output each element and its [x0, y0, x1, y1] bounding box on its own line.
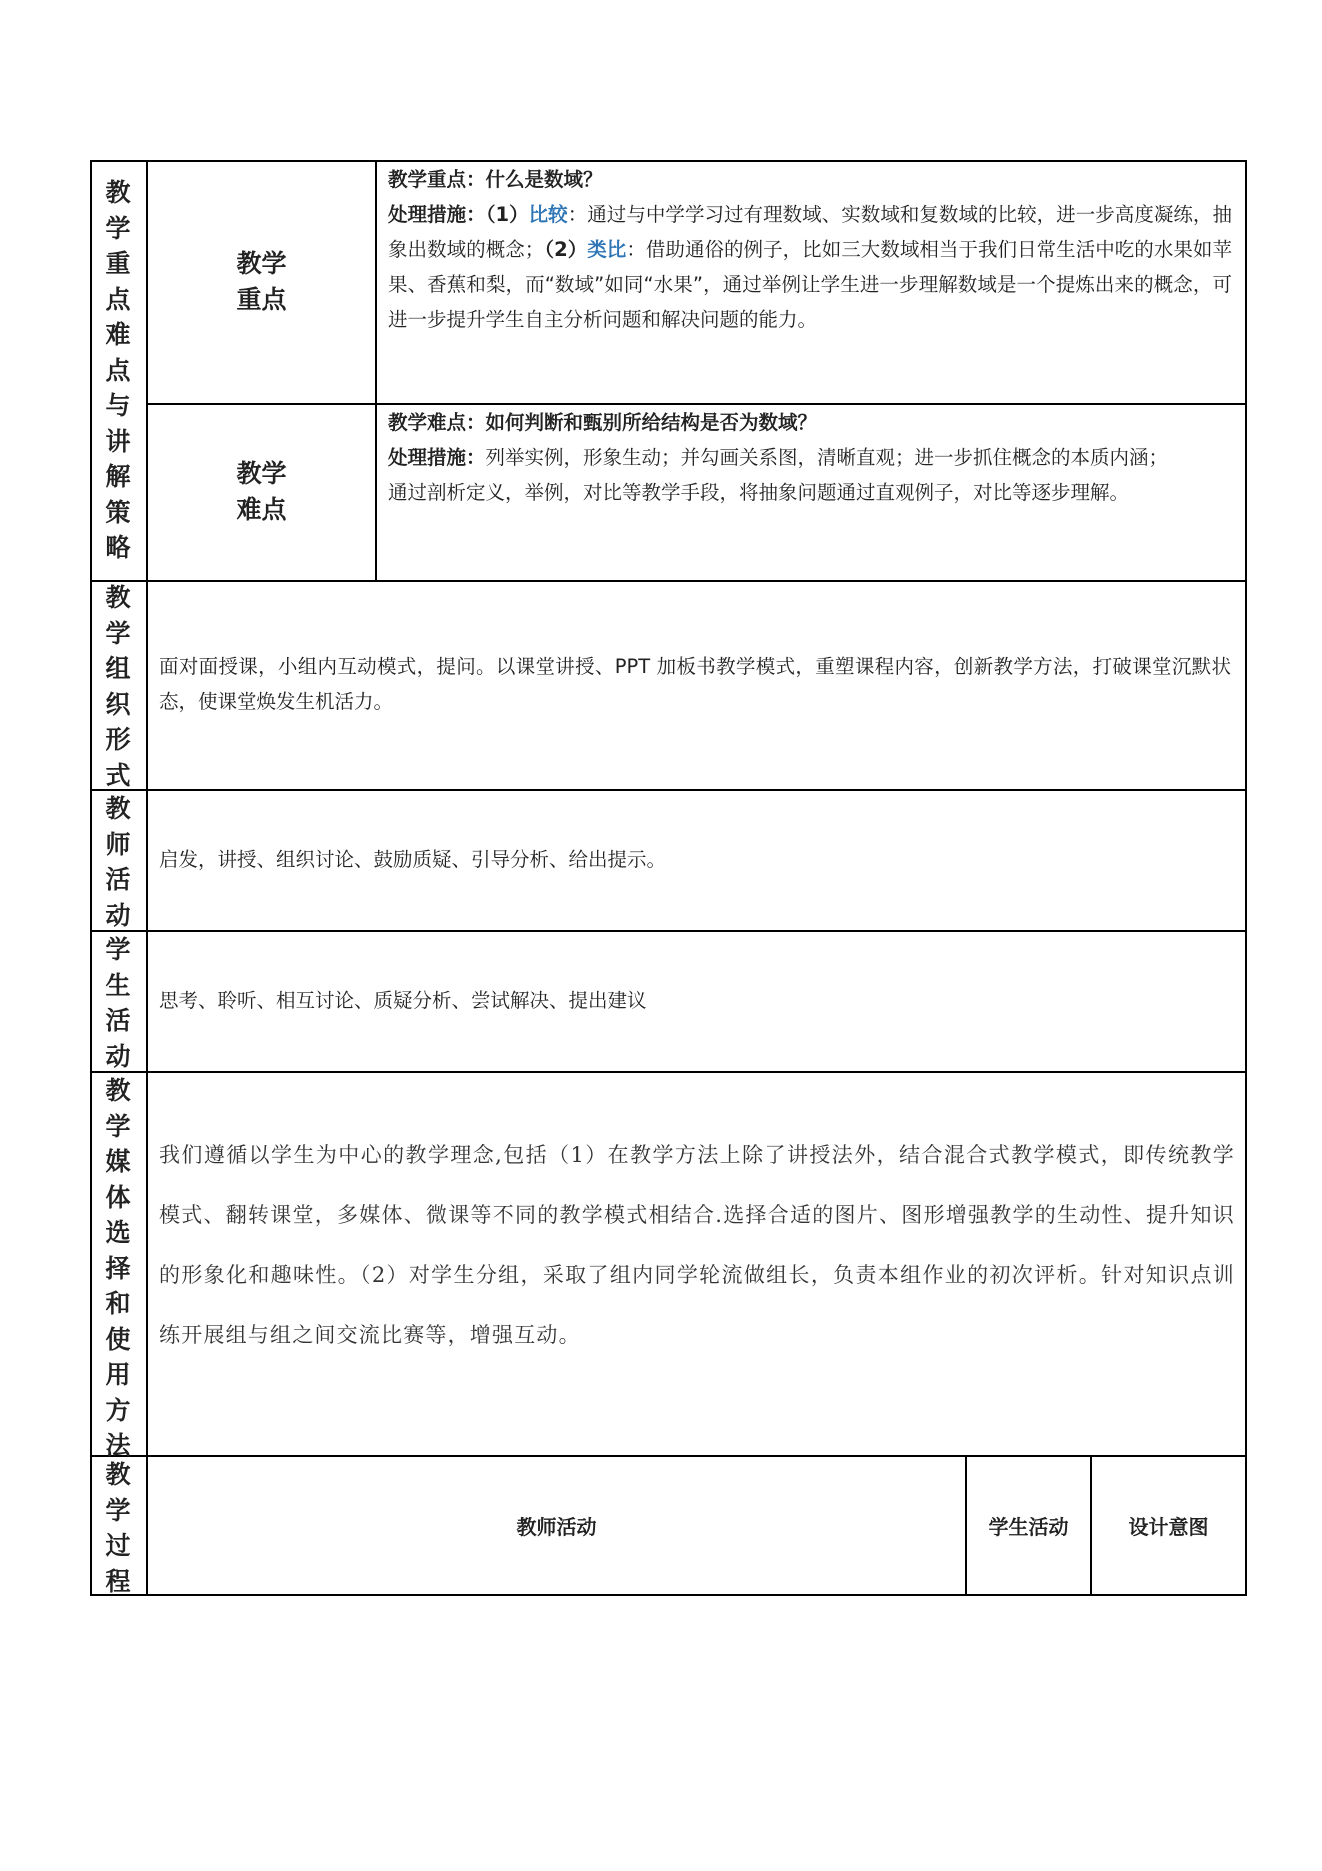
process-col-student: 学生活动 [988, 1515, 1069, 1539]
row-divider-student [90, 1071, 1247, 1073]
teacher-activity-label: 教师活动 [105, 794, 131, 930]
student-activity-label: 学生活动 [105, 935, 131, 1071]
student-activity-text: 思考、聆听、相互讨论、质疑分析、尝试解决、提出建议 [159, 989, 647, 1012]
row-divider-teacher [90, 930, 1247, 932]
process-col-teacher: 教师活动 [516, 1515, 597, 1539]
media-text: 我们遵循以学生为中心的教学理念,包括（1）在教学方法上除了讲授法外，结合混合式教学模式，即传统教学模式、翻转课堂，多媒体、微课等不同的教学模式相结合.选择合适的图片、图形增强教学的生动性、提升知识的形象化和趣味性。（2）对学生分组，采取了组内同学轮流做组长，负责本组作业的初次评析。针对知识点训练开展组与组之间交流比赛等，增强互动。 [159, 1143, 1235, 1347]
key-point-measures [388, 197, 1232, 337]
key-point-content [388, 162, 1232, 337]
organization-label: 教学组织形式 [105, 583, 131, 790]
key-point-item2-text: ：借助通俗的例子，比如三大数域相当于我们日常生活中吃的水果如苹果、香蕉和梨，而“数域”如同“水果”，通过举例让学生进一步理解数域是一个提炼出来的概念，可进一步提升学生自主分析问题和解决问题的能力。 [388, 238, 1232, 331]
difficult-point-measures [388, 440, 1232, 475]
key-point-item2-term: 类比 [587, 238, 627, 261]
difficult-point-heading: 教学难点：如何判断和甄别所给结构是否为数域？ [388, 411, 818, 434]
difficult-point-label [148, 456, 375, 528]
key-point-label-line1: 教学 [236, 249, 287, 278]
key-point-item2-num: （2） [544, 238, 588, 261]
process-col-design: 设计意图 [1128, 1515, 1209, 1539]
row-divider-organization [90, 789, 1247, 791]
process-label: 教学过程 [105, 1460, 131, 1596]
difficult-point-content [388, 405, 1232, 510]
key-point-item1-term: 比较 [528, 203, 568, 226]
difficult-point-label-line1: 教学 [236, 459, 287, 488]
difficult-point-label-line2: 难点 [236, 495, 287, 524]
row-divider-strategy [90, 580, 1247, 582]
key-point-item1-text: ：通过与中学学习过有理数域、实数域和复数域的比较，进一步高度凝练，抽象出数域的概念； [388, 203, 1232, 261]
strategy-label: 教学重点难点与讲解策略 [105, 178, 131, 562]
key-point-heading: 教学重点：什么是数域？ [388, 168, 603, 191]
media-label: 教学媒体选择和使用方法 [105, 1076, 131, 1460]
teacher-activity-text: 启发，讲授、组织讨论、鼓励质疑、引导分析、给出提示。 [159, 848, 667, 871]
table-bottom-border [90, 1594, 1247, 1596]
difficult-point-measure-text: 列举实例，形象生动；并勾画关系图，清晰直观；进一步抓住概念的本质内涵； [485, 446, 1169, 469]
key-point-item1-num: （1） [485, 203, 529, 226]
key-point-label [148, 246, 375, 318]
sublabel-column-divider [375, 160, 377, 582]
difficult-point-measure-label: 处理措施： [388, 446, 486, 469]
table-right-border [1245, 160, 1247, 1596]
table-left-border [90, 160, 92, 1596]
organization-text: 面对面授课，小组内互动模式，提问。以课堂讲授、PPT 加板书教学模式，重塑课程内容，创新教学方法，打破课堂沉默状态，使课堂焕发生机活力。 [159, 655, 1231, 713]
difficult-point-extra: 通过剖析定义，举例，对比等教学手段，将抽象问题通过直观例子，对比等逐步理解。 [388, 481, 1130, 504]
key-point-label-line2: 重点 [236, 285, 287, 314]
label-column-divider [146, 160, 148, 1596]
key-point-measure-label: 处理措施： [388, 203, 486, 226]
